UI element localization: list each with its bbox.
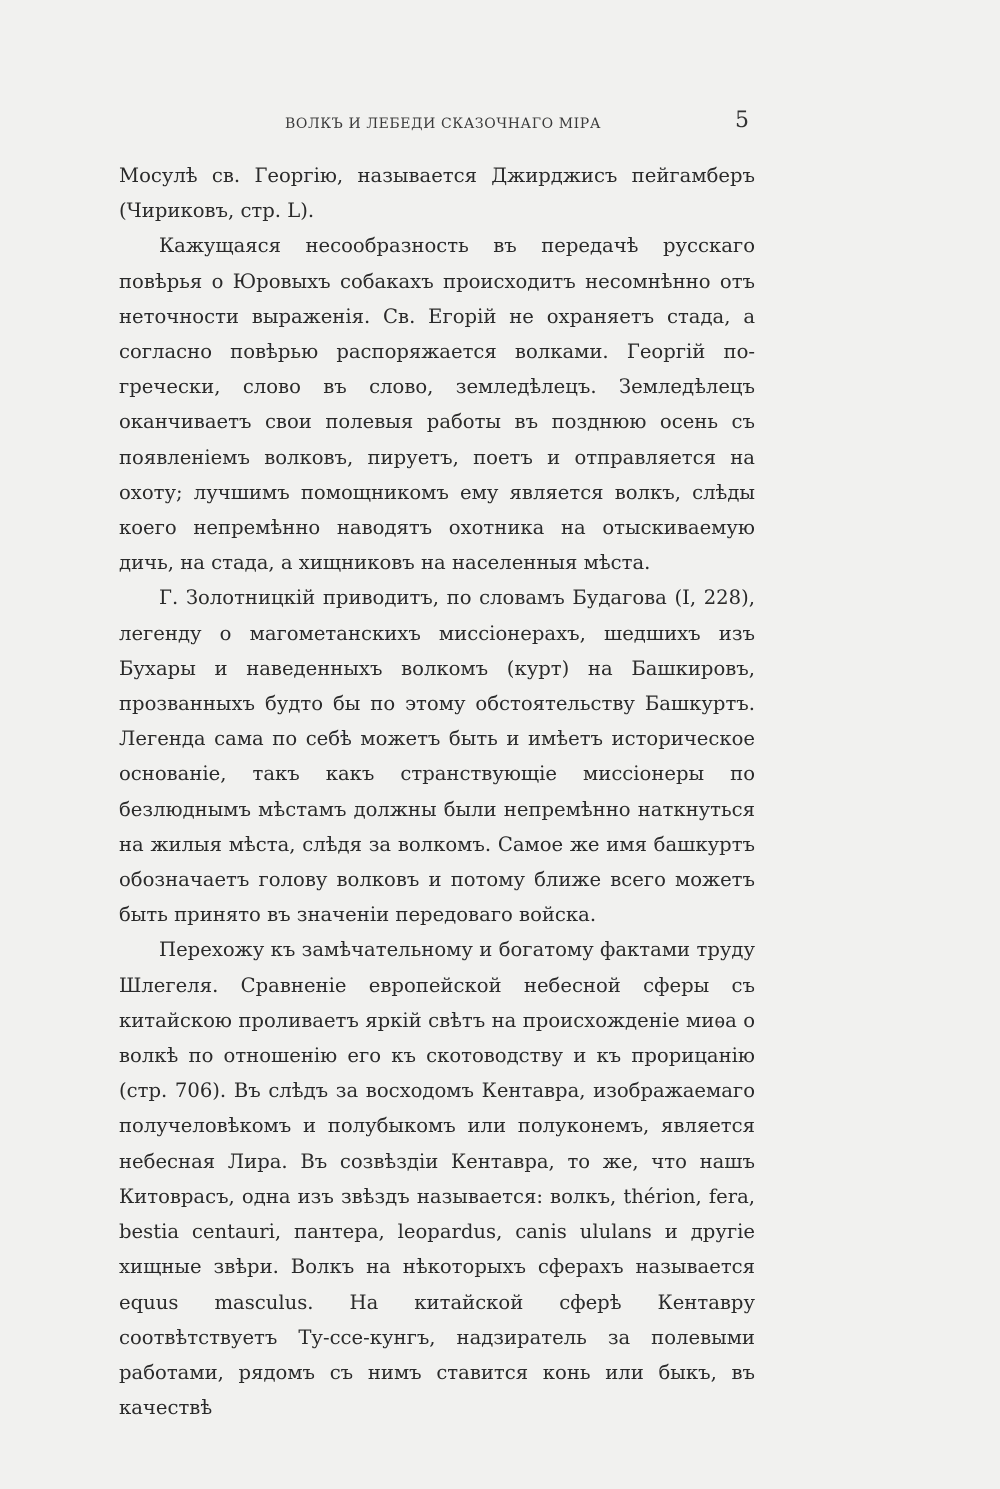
running-title: ВОЛКЪ И ЛЕБЕДИ СКАЗОЧНАГО МІРА [285,116,602,132]
paragraph-continuation: Мосулѣ св. Георгію, называется Джирджисъ пейгамберъ (Чириковъ, стр. L). [119,164,755,223]
paragraph: Кажущаяся несообразность въ передачѣ русскаго повѣрья о Юровыхъ собакахъ происходитъ несомнѣнно отъ неточности выраженія. Св. Егорій не охраняетъ стада, а согласно повѣрью распоряжается волками. Георгій по-гречески, слово въ слово, земледѣлецъ. Земледѣлецъ оканчиваетъ свои полевыя работы въ позднюю осень съ появленіемъ волковъ, пируетъ, поетъ и отправляется на охоту; лучшимъ помощникомъ ему является волкъ, слѣды коего непремѣнно наводятъ охотника на отыскиваемую дичь, на стада, а хищниковъ на населенныя мѣста. [119,234,755,575]
paragraph: Перехожу къ замѣчательному и богатому фактами труду Шлегеля. Сравненіе европейской небесной сферы съ китайскою проливаетъ яркій свѣтъ на происхожденіе миѳа о волкѣ по отношенію его къ скотоводству и къ прорицанію (стр. 706). Въ слѣдъ за восходомъ Кентавра, изображаемаго получеловѣкомъ и полубыкомъ или полуконемъ, является небесная Лира. Въ созвѣздіи Кентавра, то же, что нашъ Китоврасъ, одна изъ звѣздъ называется: волкъ, thérion, fera, bestia centauri, пантера, leopardus, canis ululans и другіе хищные звѣри. Волкъ на нѣкоторыхъ сферахъ называется equus masculus. На китайской сферѣ Кентавру соотвѣтствуетъ Ту-сce-кунгъ, надзиратель за полевыми работами, рядомъ съ нимъ ставится конь или быкъ, въ качествѣ [119,938,755,1420]
page-number: 5 [735,108,749,133]
running-head [119,108,755,138]
paragraph: Г. Золотницкій приводитъ, по словамъ Будагова (I, 228), легенду о магометанскихъ миссіонерахъ, шедшихъ изъ Бухары и наведенныхъ волкомъ (курт) на Башкировъ, прозванныхъ будто бы по этому обстоятельству Башкуртъ. Легенда сама по себѣ можетъ быть и имѣетъ историческое основаніе, такъ какъ странствующіе миссіонеры по безлюднымъ мѣстамъ должны были непремѣнно наткнуться на жилыя мѣста, слѣдя за волкомъ. Самое же имя башкуртъ обозначаетъ голову волковъ и потому ближе всего можетъ быть принято въ значеніи передоваго войска. [119,586,755,927]
body-text [119,158,755,1425]
